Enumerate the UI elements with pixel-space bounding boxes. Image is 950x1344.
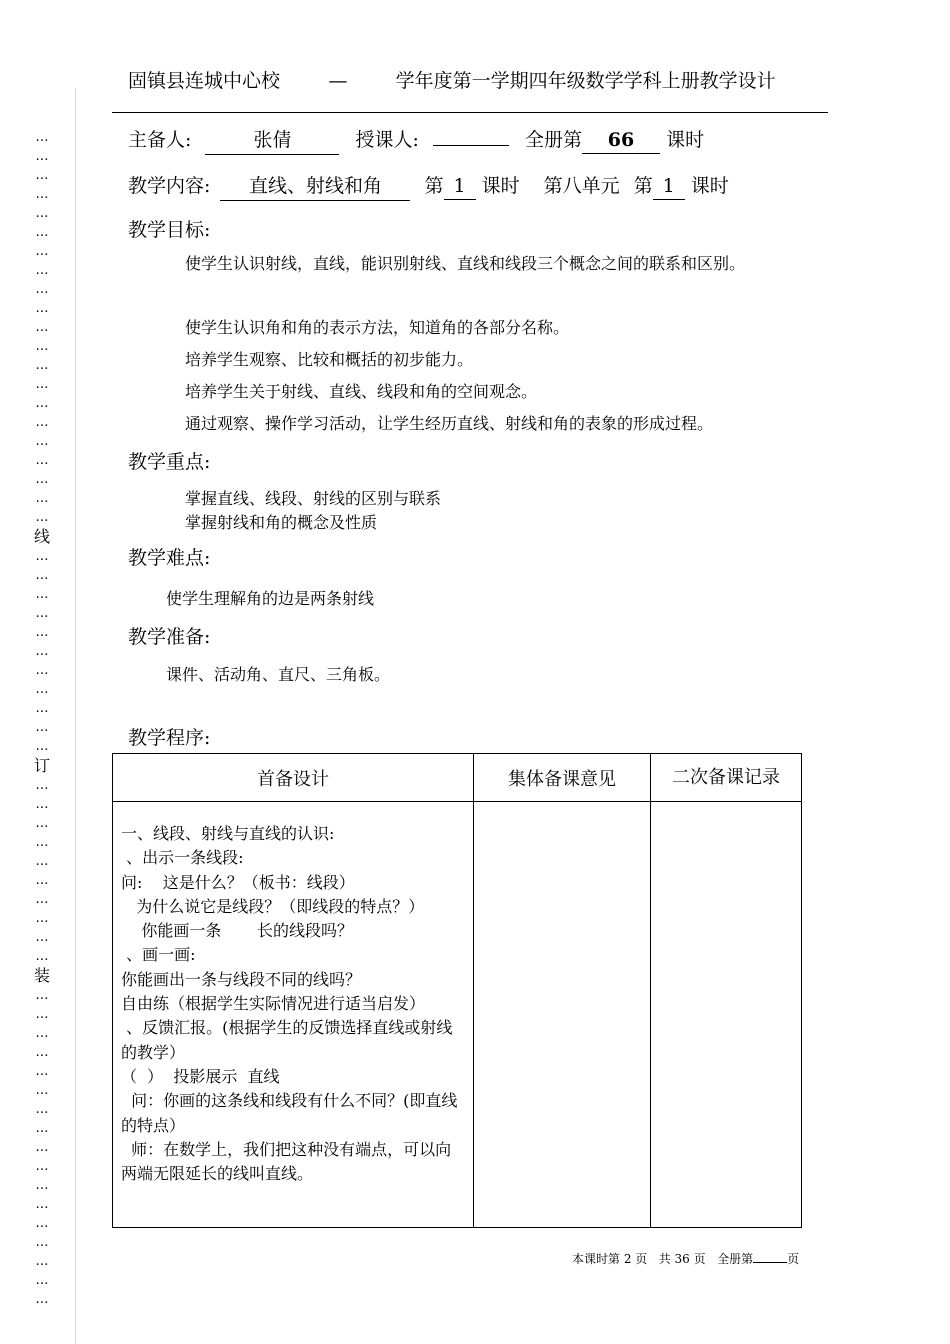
procedure-line: （ ） 投影展示 直线	[121, 1066, 280, 1086]
binding-dot: …	[35, 644, 49, 659]
binding-dot: …	[35, 1235, 49, 1250]
binding-dot: …	[35, 1140, 49, 1155]
binding-dot: …	[35, 263, 49, 278]
procedure-line: 你能画一条 长的线段吗？	[121, 921, 353, 941]
binding-dot: …	[35, 778, 49, 793]
table-row	[113, 802, 802, 1228]
binding-dot: …	[35, 549, 49, 564]
objective-item: 使学生认识射线，直线，能识别射线、直线和线段三个概念之间的联系和区别。	[185, 254, 746, 273]
binding-dot: …	[35, 816, 49, 831]
binding-dot: …	[35, 301, 49, 316]
binding-dot: …	[35, 377, 49, 392]
binding-dot: …	[35, 1045, 49, 1060]
unit-lesson-suffix: 课时	[690, 175, 729, 197]
lesson-page-number: 本课时第 2 页	[572, 1252, 648, 1266]
procedure-line: 你能画出一条与线段不同的线吗？	[121, 969, 362, 989]
binding-dot: …	[35, 854, 49, 869]
binding-dot: …	[35, 892, 49, 907]
binding-label: 订	[33, 756, 50, 775]
lesson-prefix: 第	[424, 175, 444, 197]
binding-dot: …	[35, 434, 49, 449]
teacher-value	[433, 121, 509, 146]
objective-item: 培养学生关于射线、直线、线段和角的空间观念。	[185, 382, 538, 401]
total-lesson-number: 66	[582, 129, 660, 154]
binding-dot: …	[35, 1292, 49, 1307]
book-page-prefix: 全册第	[717, 1252, 754, 1266]
binding-label: 装	[33, 966, 50, 985]
procedure-line: 一、线段、射线与直线的认识:	[121, 824, 335, 843]
binding-dot: …	[35, 682, 49, 697]
content-value: 直线、射线和角	[220, 171, 410, 201]
binding-dot: …	[35, 835, 49, 850]
unit-lesson-prefix: 第	[633, 175, 653, 197]
binding-dot: …	[35, 1197, 49, 1212]
binding-dot: …	[35, 453, 49, 468]
objective-item: 使学生认识角和角的表示方法，知道角的各部分名称。	[185, 318, 570, 337]
binding-label: 线	[33, 527, 50, 546]
binding-dot: …	[35, 1064, 49, 1079]
header-rule	[112, 112, 828, 113]
procedure-line: 问: 这是什么？（板书：线段）	[121, 872, 355, 892]
procedure-line: 自由练（根据学生实际情况进行适当启发）	[121, 994, 426, 1014]
binding-dot: …	[35, 568, 49, 583]
content-label: 教学内容:	[128, 175, 211, 197]
binding-dot: …	[35, 1007, 49, 1022]
binding-dot: …	[35, 625, 49, 640]
binding-dot: …	[35, 206, 49, 221]
binding-dot: …	[35, 797, 49, 812]
binding-dot: …	[35, 701, 49, 716]
key-point-item: 掌握射线和角的概念及性质	[185, 513, 378, 532]
objective-item: 培养学生观察、比较和概括的初步能力。	[185, 350, 474, 369]
binding-dot: …	[35, 663, 49, 678]
binding-margin-line	[75, 88, 76, 1344]
school-name: 固镇县连城中心校	[128, 70, 281, 92]
info-row-preparers	[128, 121, 704, 155]
book-page-blank	[753, 1252, 787, 1263]
procedure-table	[112, 753, 802, 1228]
binding-dot: …	[35, 1159, 49, 1174]
binding-dot: …	[35, 1083, 49, 1098]
binding-dot: …	[35, 1178, 49, 1193]
binding-dot: …	[35, 1216, 49, 1231]
binding-dot: …	[35, 873, 49, 888]
binding-dot: …	[35, 739, 49, 754]
procedure-line: 为什么说它是线段？（即线段的特点？）	[121, 896, 425, 916]
binding-dot: …	[35, 587, 49, 602]
info-row-content	[128, 171, 729, 201]
total-lesson-suffix: 课时	[666, 129, 705, 151]
column-header-group-opinion: 集体备课意见	[474, 754, 651, 802]
document-title: 学年度第一学期四年级数学学科上册教学设计	[395, 70, 776, 92]
binding-dot: …	[35, 339, 49, 354]
lesson-suffix: 课时	[481, 175, 520, 197]
total-pages: 共 36 页	[658, 1252, 706, 1266]
binding-dot: …	[35, 606, 49, 621]
book-page-suffix: 页	[787, 1252, 800, 1266]
table-header-row	[113, 754, 802, 802]
binding-dot: …	[35, 130, 49, 145]
lesson-number: 1	[444, 175, 476, 200]
binding-dot: …	[35, 1102, 49, 1117]
unit-lesson-number: 1	[653, 175, 685, 200]
page-footer	[572, 1250, 799, 1267]
binding-dot: …	[35, 1254, 49, 1269]
difficulties-text: 使学生理解角的边是两条射线	[166, 589, 375, 608]
procedure-line: 、反馈汇报。(根据学生的反馈选择直线或射线的教学）	[121, 1018, 453, 1062]
binding-dot: …	[35, 396, 49, 411]
column-header-first-design: 首备设计	[113, 754, 474, 802]
year-dash: —	[328, 70, 348, 92]
binding-dot: …	[35, 320, 49, 335]
preparer-label: 主备人:	[128, 129, 192, 151]
document-header	[128, 66, 776, 93]
binding-dot: …	[35, 472, 49, 487]
first-design-cell	[113, 802, 474, 1228]
preparation-heading: 教学准备:	[128, 626, 211, 648]
binding-dot: …	[35, 244, 49, 259]
objective-item: 通过观察、操作学习活动，让学生经历直线、射线和角的表象的形成过程。	[185, 414, 714, 433]
binding-dot: …	[35, 1026, 49, 1041]
binding-dot: …	[35, 225, 49, 240]
preparation-text: 课件、活动角、直尺、三角板。	[166, 665, 391, 684]
teacher-label: 授课人:	[355, 129, 419, 151]
group-opinion-cell	[474, 802, 651, 1228]
binding-dot: …	[35, 187, 49, 202]
binding-dot: …	[35, 415, 49, 430]
procedure-line: 问：你画的这条线和线段有什么不同？(即直线的特点）	[121, 1091, 458, 1135]
binding-dot: …	[35, 491, 49, 506]
column-header-second-record: 二次备课记录	[651, 754, 802, 802]
procedure-line: 、出示一条线段:	[121, 848, 244, 868]
procedure-heading: 教学程序:	[128, 727, 211, 749]
binding-dot: …	[35, 510, 49, 525]
procedure-line: 师：在数学上，我们把这种没有端点，可以向两端无限延长的线叫直线。	[121, 1139, 452, 1184]
objectives-heading: 教学目标:	[128, 219, 211, 241]
unit-name: 第八单元	[543, 175, 620, 197]
binding-dot: …	[35, 149, 49, 164]
total-lesson-prefix: 全册第	[525, 129, 583, 151]
binding-dot: …	[35, 1273, 49, 1288]
binding-dot: …	[35, 988, 49, 1003]
binding-dot: …	[35, 282, 49, 297]
binding-dot: …	[35, 911, 49, 926]
key-points-heading: 教学重点:	[128, 451, 211, 473]
second-record-cell	[651, 802, 802, 1228]
binding-dot: …	[35, 720, 49, 735]
binding-dot: …	[35, 949, 49, 964]
binding-dotted-line	[30, 128, 54, 1309]
procedure-line: 、画一画:	[121, 945, 196, 965]
binding-dot: …	[35, 930, 49, 945]
binding-dot: …	[35, 1121, 49, 1136]
preparer-value: 张倩	[205, 125, 339, 155]
binding-dot: …	[35, 358, 49, 373]
key-point-item: 掌握直线、线段、射线的区别与联系	[185, 489, 442, 508]
binding-dot: …	[35, 168, 49, 183]
difficulties-heading: 教学难点:	[128, 547, 211, 569]
